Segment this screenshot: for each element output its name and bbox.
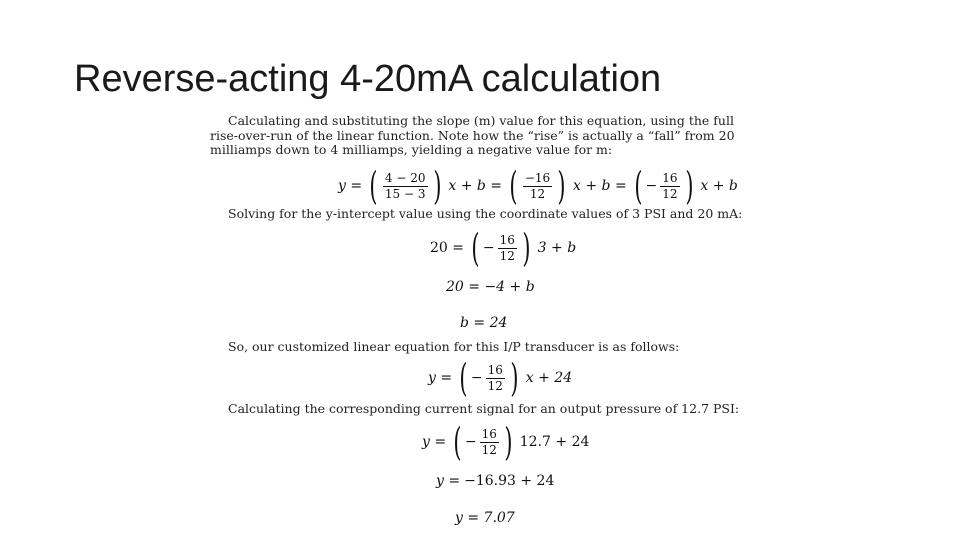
slope-fraction-1-den: 15 − 3	[384, 186, 426, 201]
intercept-intro-text: Solving for the y-intercept value using the coordinate values of 3 PSI and 20 mA:	[228, 206, 743, 221]
current-intro-text: Calculating the corresponding current signal for an output pressure of 12.7 PSI:	[228, 401, 740, 416]
custom-neg-sign: −	[470, 370, 483, 386]
current-paren: ( − $\frac{16}{12}$ )	[453, 420, 513, 464]
intercept-lhs: 20 =	[430, 240, 464, 256]
current-tail: 12.7 + 24	[519, 434, 590, 450]
current-fraction-den: 12	[481, 442, 497, 457]
slope-fraction-3	[660, 172, 679, 201]
current-result: y = 7.07	[455, 510, 515, 526]
current-step-2-lhs: y =	[436, 473, 461, 489]
custom-fraction-num: 16	[487, 362, 503, 377]
intercept-fraction	[498, 234, 517, 263]
custom-paren: ( − $\frac{16}{12}$ )	[459, 356, 519, 400]
slope-fraction-1	[383, 172, 428, 201]
custom-intro-text: So, our customized linear equation for this I/P transducer is as follows:	[228, 339, 680, 354]
intercept-paren: ( − $\frac{16}{12}$ )	[471, 226, 531, 270]
current-neg-sign: −	[464, 434, 477, 450]
intercept-step-2: 20 = −4 + b	[446, 279, 535, 295]
current-fraction	[480, 428, 499, 457]
slope-equation	[336, 164, 740, 208]
slope-paren-1: ( $\frac{4 - 20}{15 - 3}$ )	[369, 164, 442, 208]
custom-fraction-den: 12	[487, 378, 503, 393]
custom-fraction	[486, 364, 505, 393]
custom-tail: x + 24	[525, 370, 573, 386]
slope-fraction-2	[523, 172, 552, 201]
intercept-neg-sign: −	[482, 240, 495, 256]
slope-term-1: x + b =	[448, 178, 503, 194]
slope-fraction-1-num: 4 − 20	[384, 170, 426, 185]
slope-lhs: y =	[338, 178, 363, 194]
current-step-2	[434, 473, 556, 489]
custom-equation	[426, 356, 574, 400]
intercept-fraction-den: 12	[499, 248, 515, 263]
slope-neg-sign: −	[645, 178, 658, 194]
custom-lhs: y =	[428, 370, 453, 386]
intercept-fraction-num: 16	[499, 232, 515, 247]
current-fraction-num: 16	[481, 426, 497, 441]
slope-intro-text: Calculating and substituting the slope (m) value for this equation, using the full rise-over-run of the linear function. Note how the “rise” is actually a “fall” from 20 milliamps down to 4 milliamps, yielding a negative value for m:	[210, 113, 735, 157]
intercept-step-3: b = 24	[460, 315, 508, 331]
slide-title: Reverse-acting 4-20mA calculation	[74, 58, 662, 100]
slope-fraction-2-den: 12	[529, 186, 546, 201]
slope-term-2: x + b =	[573, 178, 627, 194]
intercept-tail: 3 + b	[537, 240, 577, 256]
current-lhs: y =	[422, 434, 447, 450]
slope-paren-2: ( $\frac{-16}{12}$ )	[509, 164, 566, 208]
intercept-equation	[428, 226, 578, 270]
slope-fraction-3-den: 12	[662, 186, 678, 201]
slope-fraction-3-num: 16	[662, 170, 678, 185]
slope-fraction-2-num: −16	[524, 170, 551, 185]
current-equation	[420, 420, 591, 464]
slope-term-3: x + b	[700, 178, 738, 194]
current-step-2-rhs: −16.93 + 24	[464, 473, 555, 489]
slope-paren-3: ( − $\frac{16}{12}$ )	[634, 164, 694, 208]
